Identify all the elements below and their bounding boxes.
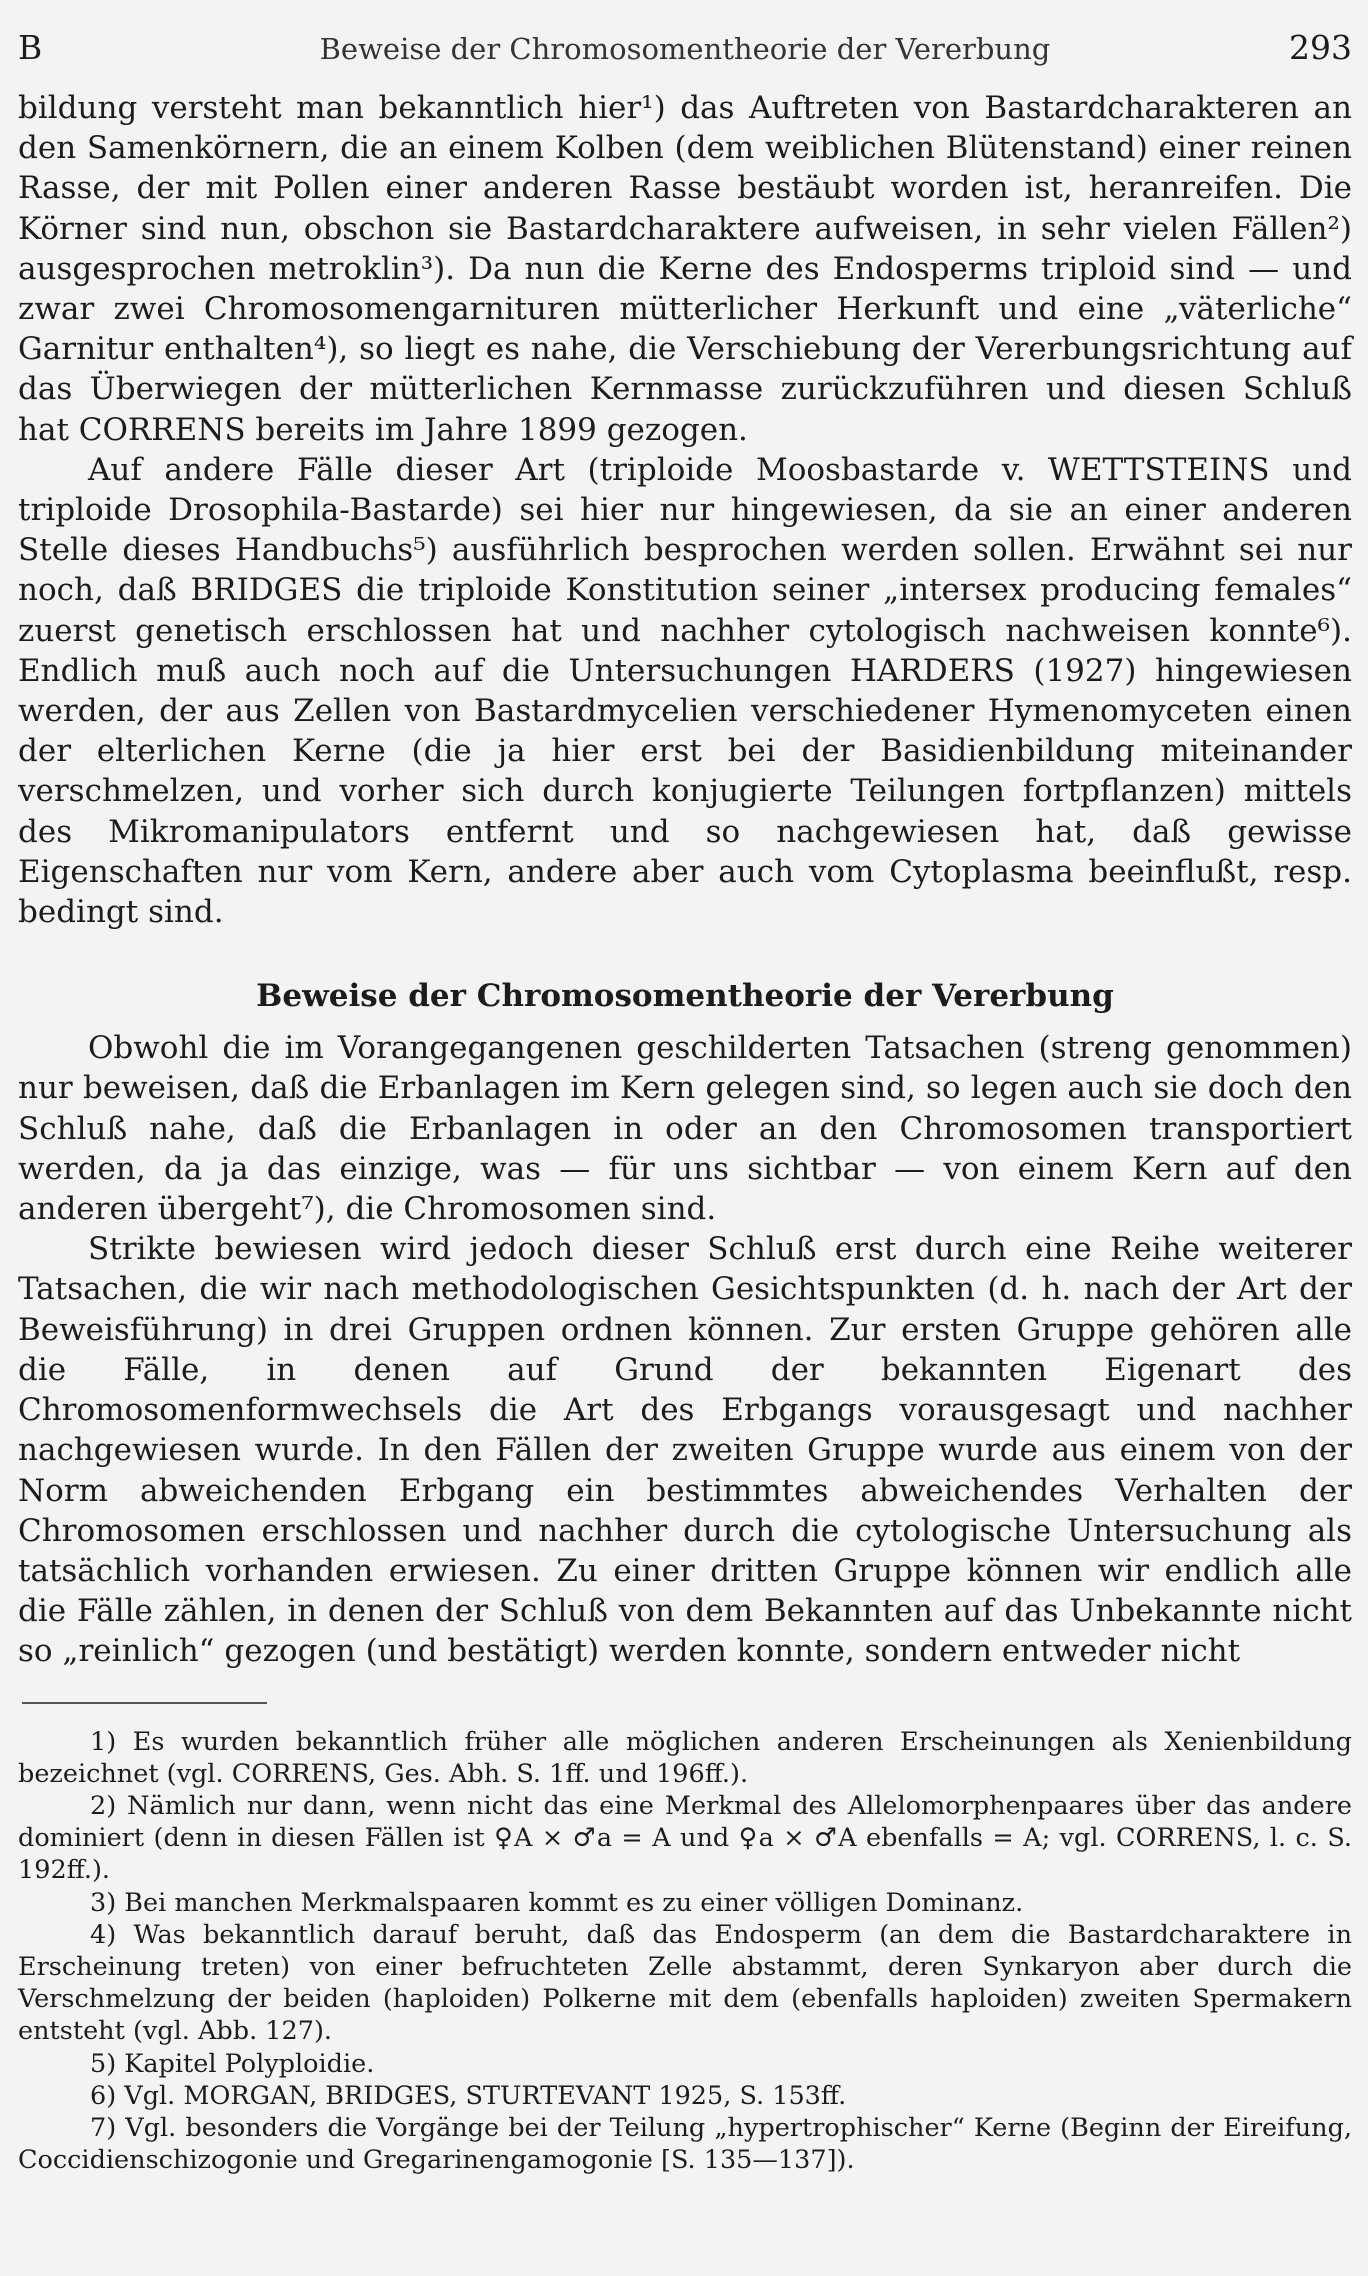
footnote-3: 3) Bei manchen Merkmalspaaren kommt es zu einer völligen Dominanz. <box>90 1887 1024 1918</box>
running-title: Beweise der Chromosomentheorie der Vererbung <box>319 32 1051 66</box>
section-chromosome-theory <box>18 978 1352 1671</box>
footnote-4: 4) Was bekanntlich darauf beruht, daß das Endosperm (an dem die Bastardcharaktere in Erscheinung treten) von einer befruchteten Zelle abstammt, deren Synkaryon aber durch die Verschmelzung der beiden (haploiden) Polkerne mit dem (ebenfalls haploiden) zweiten Spermakern entsteht (vgl. Abb. 127). <box>18 1919 1352 2047</box>
section-heading: Beweise der Chromosomentheorie der Vererbung <box>256 978 1114 1015</box>
footnote-2: 2) Nämlich nur dann, wenn nicht das eine Merkmal des Allelomorphenpaares über das andere dominiert (denn in diesen Fällen ist ♀A × ♂a = A und ♀a × ♂A ebenfalls = A; vgl. CORRENS, l. c. S. 192ff.). <box>18 1790 1352 1886</box>
paragraph-2: Auf andere Fälle dieser Art (triploide Moosbastarde v. WETTSTEINS und triploide Drosophila-Bastarde) sei hier nur hingewiesen, da sie an einer anderen Stelle dieses Handbuchs⁵) ausführlich besprochen werden sollen. Erwähnt sei nur noch, daß BRIDGES die triploide Konstitution seiner „intersex producing females“ zuerst genetisch erschlossen hat und nachher cytologisch nachweisen konnte⁶). Endlich muß auch noch auf die Untersuchungen HARDERS (1927) hingewiesen werden, der aus Zellen von Bastardmycelien verschiedener Hymenomyceten einen der elterlichen Kerne (die ja hier erst bei der Basidienbildung miteinander verschmelzen, und vorher sich durch konjugierte Teilungen fortpflanzen) mittels des Mikromanipulators entfernt und so nachgewiesen hat, daß gewisse Eigenschaften nur vom Kern, andere aber auch vom Cytoplasma beeinflußt, resp. bedingt sind. <box>18 451 1352 931</box>
footnote-6: 6) Vgl. MORGAN, BRIDGES, STURTEVANT 1925, S. 153ff. <box>90 2080 847 2111</box>
section-paragraph-1: Obwohl die im Vorangegangenen geschilderten Tatsachen (streng genommen) nur beweisen, daß die Erbanlagen im Kern gelegen sind, so legen auch sie doch den Schluß nahe, daß die Erbanlagen in oder an den Chromosomen transportiert werden, da ja das einzige, was — für uns sichtbar — von einem Kern auf den anderen übergeht⁷), die Chromosomen sind. <box>18 1030 1352 1228</box>
footnote-5: 5) Kapitel Polyploidie. <box>90 2048 375 2079</box>
footnote-divider <box>22 1702 267 1704</box>
paragraph-1: bildung versteht man bekanntlich hier¹) das Auftreten von Bastardcharakteren an den Samenkörnern, die an einem Kolben (dem weiblichen Blütenstand) einer reinen Rasse, der mit Pollen einer anderen Rasse bestäubt worden ist, heranreifen. Die Körner sind nun, obschon sie Bastardcharaktere aufweisen, in sehr vielen Fällen²) ausgesprochen metroklin³). Da nun die Kerne des Endosperms triploid sind — und zwar zwei Chromosomengarnituren mütterlicher Herkunft und eine „väterliche“ Garnitur enthalten⁴), so liegt es nahe, die Verschiebung der Vererbungsrichtung auf das Überwiegen der mütterlichen Kernmasse zurückzuführen und diesen Schluß hat CORRENS bereits im Jahre 1899 gezogen. <box>18 90 1352 448</box>
footnote-1: 1) Es wurden bekanntlich früher alle möglichen anderen Erscheinungen als Xenienbildung bezeichnet (vgl. CORRENS, Ges. Abh. S. 1ff. und 196ff.). <box>18 1726 1352 1789</box>
footnotes <box>18 1726 1352 2177</box>
page-number: 293 <box>1289 28 1352 67</box>
footnote-7: 7) Vgl. besonders die Vorgänge bei der Teilung „hypertrophischer“ Kerne (Beginn der Eireifung, Coccidienschizogonie und Gregarinengamogonie [S. 135—137]). <box>18 2112 1352 2176</box>
section-paragraph-2: Strikte bewiesen wird jedoch dieser Schluß erst durch eine Reihe weiterer Tatsachen, die wir nach methodologischen Gesichtspunkten (d. h. nach der Art der Beweisführung) in drei Gruppen ordnen können. Zur ersten Gruppe gehören alle die Fälle, in denen auf Grund der bekannten Eigenart des Chromosomenformwechsels die Art des Erbgangs vorausgesagt und nachher nachgewiesen wurde. In den Fällen der zweiten Gruppe wurde aus einem von der Norm abweichenden Erbgang ein bestimmtes abweichendes Verhalten der Chromosomen erschlossen und nachher durch die cytologische Untersuchung als tatsächlich vorhanden erwiesen. Zu einer dritten Gruppe können wir endlich alle die Fälle zählen, in denen der Schluß von dem Bekannten auf das Unbekannte nicht so „reinlich“ gezogen (und bestätigt) werden konnte, sondern entweder nicht <box>18 1231 1352 1670</box>
running-header <box>18 28 1352 88</box>
signature-mark: B <box>18 28 43 67</box>
